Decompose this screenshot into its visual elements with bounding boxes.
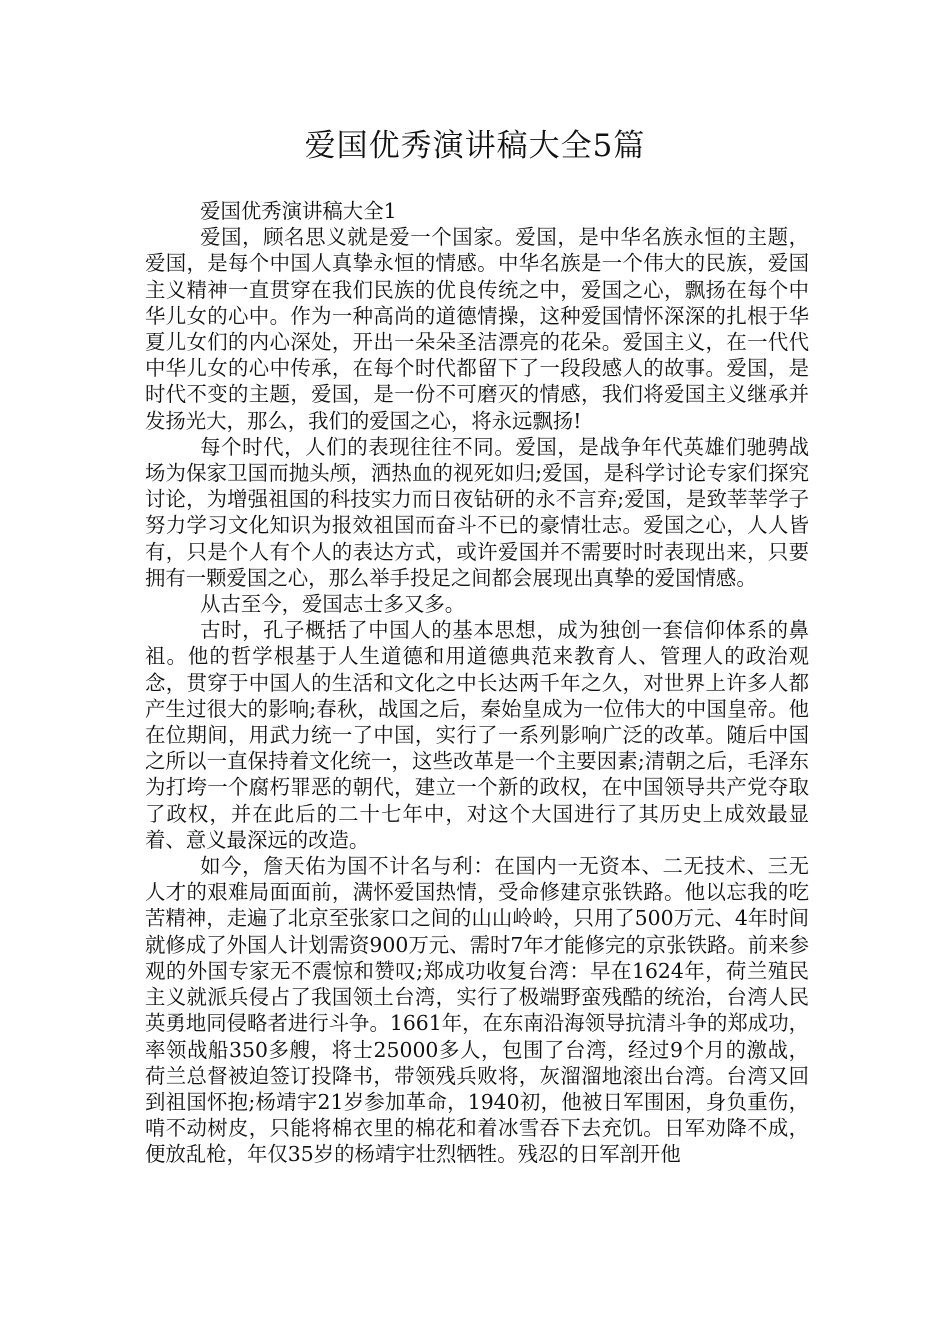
paragraph: 从古至今，爱国志士多又多。 — [200, 592, 466, 617]
paragraph: 每个时代，人们的表现往往不同。爱国，是战争年代英雄们驰骋战场为保家卫国而抛头颅，洒热血的视死如归;爱国，是科学讨论专家们探究讨论，为增强祖国的科技实力而日夜钻研的永不言弃;爱国，是致莘莘学子努力学习文化知识为报效祖国而奋斗不已的豪情壮志。爱国之心，人人皆有，只是个人有个人的表达方式，或许爱国并不需要时时表现出来，只要拥有一颗爱国之心，那么举手投足之间都会展现出真挚的爱国情感。 — [145, 434, 809, 590]
document-title: 爱国优秀演讲稿大全5篇 — [304, 128, 646, 164]
paragraph: 爱国，顾名思义就是爱一个国家。爱国，是中华名族永恒的主题，爱国，是每个中国人真挚永恒的情感。中华名族是一个伟大的民族，爱国主义精神一直贯穿在我们民族的优良传统之中，爱国之心，飘扬在每个中华儿女的心中。作为一种高尚的道德情操，这种爱国情怀深深的扎根于华夏儿女们的内心深处，开出一朵朵圣洁漂亮的花朵。爱国主义，在一代代中华儿女的心中传承，在每个时代都留下了一段段感人的故事。爱国，是时代不变的主题，爱国，是一份不可磨灭的情感，我们将爱国主义继承并发扬光大，那么，我们的爱国之心，将永远飘扬! — [145, 225, 809, 433]
paragraph: 古时，孔子概括了中国人的基本思想，成为独创一套信仰体系的鼻祖。他的哲学根基于人生道德和用道德典范来教育人、管理人的政治观念，贯穿于中国人的生活和文化之中长达两千年之久，对世界上许多人都产生过很大的影响;春秋，战国之后，秦始皇成为一位伟大的中国皇帝。他在位期间，用武力统一了中国，实行了一系列影响广泛的改革。随后中国之所以一直保持着文化统一，这些改革是一个主要因素;清朝之后，毛泽东为打垮一个腐朽罪恶的朝代，建立一个新的政权，在中国领导共产党夺取了政权，并在此后的二十七年中，对这个大国进行了其历史上成效最显着、意义最深远的改造。 — [145, 618, 809, 852]
paragraph: 如今，詹天佑为国不计名与利：在国内一无资本、二无技术、三无人才的艰难局面面前，满怀爱国热情，受命修建京张铁路。他以忘我的吃苦精神，走遍了北京至张家口之间的山山岭岭，只用了500万元、4年时间就修成了外国人计划需资900万元、需时7年才能修完的京张铁路。前来参观的外国专家无不震惊和赞叹;郑成功收复台湾：早在1624年，荷兰殖民主义就派兵侵占了我国领土台湾，实行了极端野蛮残酷的统治，台湾人民英勇地同侵略者进行斗争。1661年，在东南沿海领导抗清斗争的郑成功，率领战船350多艘，将士25000多人，包围了台湾，经过9个月的激战，荷兰总督被迫签订投降书，带领残兵败将，灰溜溜地滚出台湾。台湾又回到祖国怀抱;杨靖宇21岁参加革命，1940初，他被日军围困，身负重伤，啃不动树皮，只能将棉衣里的棉花和着冰雪吞下去充饥。日军劝降不成，便放乱枪，年仅35岁的杨靖宇壮烈牺牲。残忍的日军剖开他 — [145, 854, 809, 1167]
section-heading: 爱国优秀演讲稿大全1 — [200, 199, 397, 223]
document-body — [145, 198, 809, 1168]
